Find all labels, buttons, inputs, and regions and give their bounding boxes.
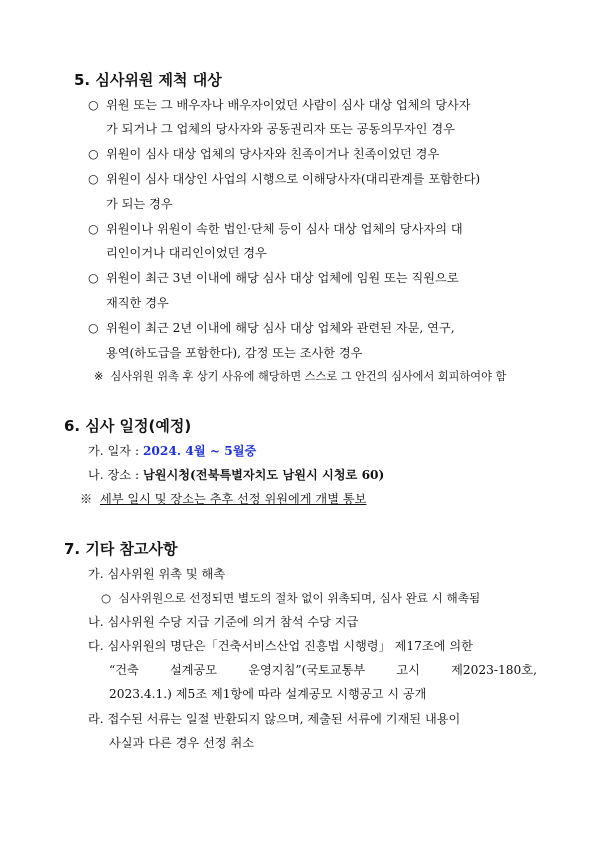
reference-mark-icon: ※ [94, 370, 104, 383]
bullet-circle-icon: ○ [88, 98, 99, 112]
item-text: 심사위원으로 선정되면 별도의 절차 없이 위촉되며, 심사 완료 시 해촉됨 [118, 591, 481, 605]
word: “건축 [109, 663, 139, 677]
section7-item-a: 가. 심사위원 위촉 및 해촉 [88, 567, 226, 581]
item-text: 위원이나 위원이 속한 법인·단체 등이 심사 대상 업체의 당사자의 대 [106, 222, 463, 236]
word: 운영지침”(국토교통부 [248, 663, 366, 677]
bullet-circle-icon: ○ [101, 591, 112, 605]
item-text: 위원이 심사 대상인 사업의 시행으로 이해당사자(대리관계를 포함한다) [106, 172, 481, 186]
item-text: 위원이 최근 2년 이내에 해당 심사 대상 업체와 관련된 자문, 연구, [106, 321, 455, 335]
section7-item-c: 다. 심사위원의 명단은「건축서비스산업 진흥법 시행령」 제17조에 의한 [88, 639, 473, 653]
bullet-circle-icon: ○ [88, 147, 99, 161]
section5-item5 [88, 270, 459, 286]
reference-mark-icon: ※ [80, 492, 93, 506]
section5-note [94, 369, 506, 385]
section7-title: 7. 기타 참고사항 [64, 540, 178, 558]
section5-item1-cont: 가 되거나 그 업체의 당사자와 공동권리자 또는 공동의무자인 경우 [106, 122, 455, 136]
section7-item-d-cont: 사실과 다른 경우 선정 취소 [109, 736, 255, 750]
item-text: 위원 또는 그 배우자나 배우자이었던 사람이 심사 대상 업체의 당사자 [106, 98, 471, 112]
note-text: 심사위원 위촉 후 상기 사유에 해당하면 스스로 그 안건의 심사에서 회피하여야 함 [110, 370, 507, 383]
section7-item-c-cont2: 2023.4.1.) 제5조 제1항에 따라 설계공모 시행공고 시 공개 [109, 687, 427, 701]
bullet-circle-icon: ○ [88, 271, 99, 285]
section5-title: 5. 심사위원 제척 대상 [74, 71, 222, 89]
word: 제2023-180호, [451, 663, 537, 677]
date-label: 가. 일자 : [88, 444, 140, 458]
bullet-circle-icon: ○ [88, 321, 99, 335]
section5-item1 [88, 97, 471, 113]
place-label: 나. 장소 : [88, 468, 140, 482]
section5-item6 [88, 320, 455, 336]
section5-item6-cont: 용역(하도급을 포함한다), 감정 또는 조사한 경우 [106, 346, 363, 360]
section5-item3 [88, 171, 480, 187]
note-text: 세부 일시 및 장소는 추후 선정 위원에게 개별 통보 [99, 492, 367, 506]
section7-item-b: 나. 심사위원 수당 지급 기준에 의거 참석 수당 지급 [88, 615, 359, 629]
section5-item5-cont: 재직한 경우 [106, 296, 169, 310]
section5-item2 [88, 146, 439, 162]
word: 설계공모 [169, 663, 218, 677]
item-text: 위원이 최근 3년 이내에 해당 심사 대상 업체에 임원 또는 직원으로 [106, 271, 459, 285]
bullet-circle-icon: ○ [88, 172, 99, 186]
section6-note [80, 491, 366, 507]
place-value: 남원시청(전북특별자치도 남원시 시청로 60) [142, 468, 385, 482]
schedule-date [88, 443, 256, 459]
word: 고시 [396, 663, 420, 677]
section7-item-d: 라. 접수된 서류는 일절 반환되지 않으며, 제출된 서류에 기재된 내용이 [88, 712, 461, 726]
section6-title: 6. 심사 일정(예정) [64, 417, 192, 435]
schedule-place [88, 467, 384, 483]
section5-item4-cont: 리인이거나 대리인이었던 경우 [106, 246, 267, 260]
section5-item4 [88, 221, 463, 237]
section7-item-a-sub [101, 590, 480, 606]
bullet-circle-icon: ○ [88, 222, 99, 236]
section5-item3-cont: 가 되는 경우 [106, 197, 173, 211]
date-value: 2024. 4월 ~ 5월중 [142, 444, 257, 458]
item-text: 위원이 심사 대상 업체의 당사자와 친족이거나 친족이었던 경우 [106, 147, 440, 161]
section7-item-c-cont [109, 662, 537, 678]
